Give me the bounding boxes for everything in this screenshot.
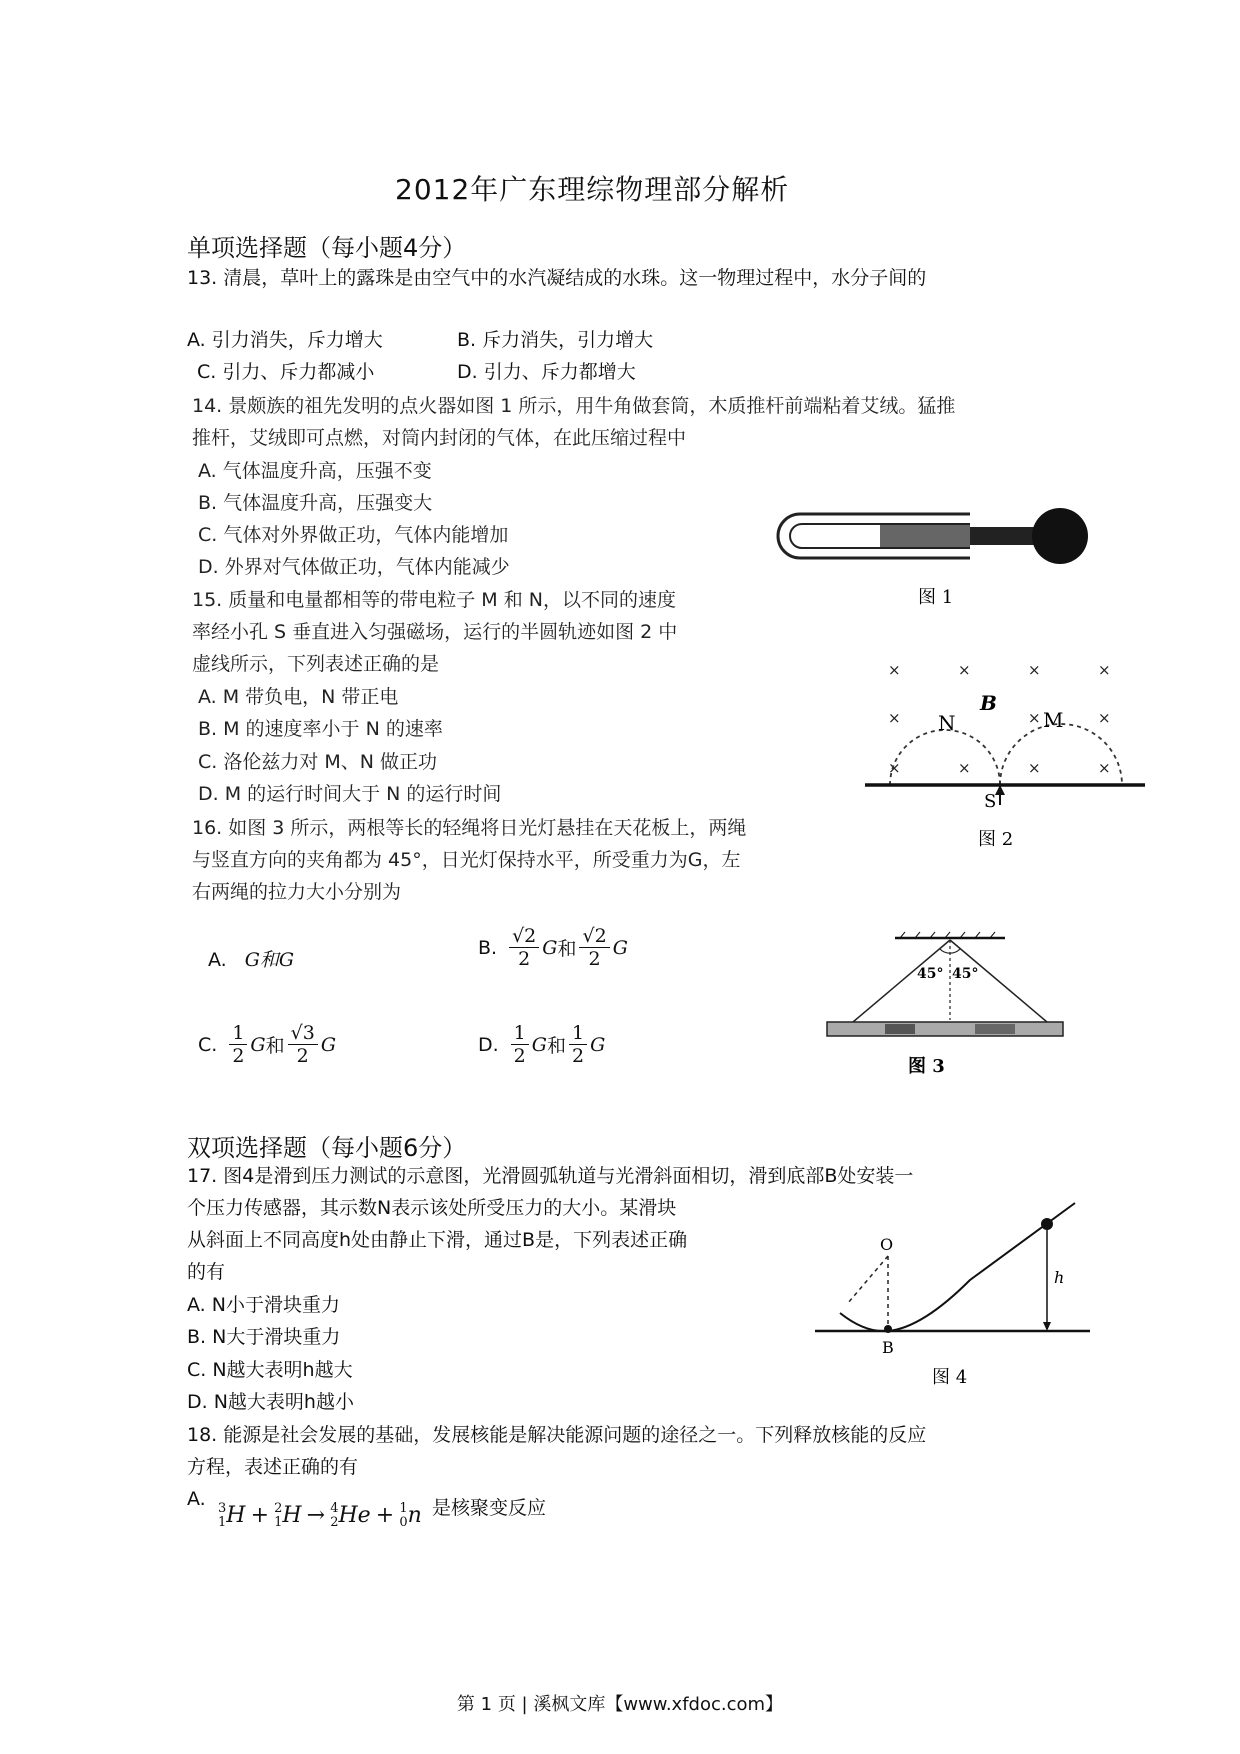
q16-line3: 右两绳的拉力大小分别为 <box>192 881 402 903</box>
atomic-number: 1 <box>274 1515 283 1530</box>
q15-line2: 率经小孔 S 垂直进入匀强磁场，运行的半圆轨迹如图 2 中 <box>192 621 678 643</box>
q16-c-g1: G <box>250 1033 266 1056</box>
label-m: M <box>1043 708 1064 732</box>
q17-line1: 17. 图4是滑到压力测试的示意图，光滑圆弧轨道与光滑斜面相切，滑到底部B处安装一 <box>187 1165 914 1187</box>
cross-mark: × <box>888 709 901 727</box>
q17-option-d: D. N越大表明h越小 <box>187 1391 354 1413</box>
q16-option-d-label: D. <box>478 1033 499 1056</box>
q18-option-a-label: A. <box>187 1488 206 1510</box>
pressure-sensor <box>884 1325 892 1333</box>
q13-option-a: A. 引力消失，斥力增大 <box>187 329 383 351</box>
label-h: h <box>1054 1268 1065 1287</box>
q16-option-a-label: A. <box>208 949 227 971</box>
figure-2-magnetic-field <box>860 655 1150 855</box>
frac-den: 2 <box>296 1045 309 1067</box>
q17-line4: 的有 <box>187 1261 226 1283</box>
mass-number: 2 <box>274 1501 283 1516</box>
figure-4-caption: 图 4 <box>932 1367 968 1388</box>
q18-option-a-suffix: 是核聚变反应 <box>432 1497 547 1519</box>
page-title: 2012年广东理综物理部分解析 <box>395 173 790 206</box>
q14-option-c: C. 气体对外界做正功，气体内能增加 <box>198 524 509 546</box>
q14-line1: 14. 景颇族的祖先发明的点火器如图 1 所示，用牛角做套筒，木质推杆前端粘着艾绒。猛推 <box>192 395 956 417</box>
cross-mark: × <box>1028 759 1041 777</box>
frac-num: √2 <box>509 925 539 948</box>
angle-left: 45° <box>917 966 944 982</box>
q16-d-g2: G <box>590 1033 606 1056</box>
plus: + <box>375 1503 395 1528</box>
figure-3-caption: 图 3 <box>908 1056 945 1077</box>
label-o: O <box>880 1235 894 1254</box>
frac-num: 1 <box>511 1022 529 1045</box>
q14-line2: 推杆，艾绒即可点燃，对筒内封闭的气体，在此压缩过程中 <box>192 427 687 449</box>
mass-number: 4 <box>330 1501 339 1516</box>
cross-mark: × <box>888 759 901 777</box>
atomic-number: 1 <box>218 1515 227 1530</box>
symbol: He <box>338 1503 371 1528</box>
cross-mark: × <box>958 759 971 777</box>
q16-b-he: 和 <box>557 938 577 960</box>
q16-d-g1: G <box>531 1033 547 1056</box>
symbol: H <box>282 1503 302 1528</box>
label-b: B <box>980 691 997 715</box>
q16-option-b-label: B. <box>478 936 498 959</box>
height-arrow-head <box>1043 1322 1051 1331</box>
q16-b-frac-2 <box>579 925 609 970</box>
section-double-choice: 双项选择题（每小题6分） <box>187 1134 467 1162</box>
q17-option-b: B. N大于滑块重力 <box>187 1326 341 1348</box>
mass-number: 1 <box>399 1501 408 1516</box>
q17-option-c: C. N越大表明h越大 <box>187 1359 353 1381</box>
symbol: n <box>407 1503 422 1528</box>
lamp-segment <box>975 1024 1015 1034</box>
q17-line2: 个压力传感器，其示数N表示该处所受压力的大小。某滑块 <box>187 1197 677 1219</box>
q16-option-b <box>478 925 628 970</box>
plus: + <box>250 1503 269 1528</box>
handle-knob <box>1032 508 1088 564</box>
atomic-number: 0 <box>399 1515 408 1530</box>
q18-equation <box>218 1502 422 1530</box>
q16-line2: 与竖直方向的夹角都为 45°，日光灯保持水平，所受重力为G，左 <box>192 849 741 871</box>
cross-mark: × <box>1028 709 1041 727</box>
q16-option-c-label: C. <box>198 1033 218 1056</box>
section-single-choice: 单项选择题（每小题4分） <box>187 234 467 262</box>
q16-b-g1: G <box>542 936 558 959</box>
slider-block <box>1041 1218 1053 1230</box>
angle-right: 45° <box>952 966 979 982</box>
page-footer: 第 1 页 | 溪枫文库【www.xfdoc.com】 <box>456 1694 784 1715</box>
q16-d-frac-2 <box>569 1022 587 1067</box>
q14-option-a: A. 气体温度升高，压强不变 <box>198 460 432 482</box>
q15-line1: 15. 质量和电量都相等的带电粒子 M 和 N，以不同的速度 <box>192 589 676 611</box>
q15-option-c: C. 洛伦兹力对 M、N 做正功 <box>198 751 438 773</box>
helium <box>330 1503 371 1528</box>
q16-option-a-text: G和G <box>244 949 295 971</box>
q13-option-d: D. 引力、斥力都增大 <box>457 361 636 383</box>
q16-line1: 16. 如图 3 所示，两根等长的轻绳将日光灯悬挂在天花板上，两绳 <box>192 817 747 839</box>
symbol: H <box>226 1503 246 1528</box>
lamp-segment <box>885 1024 915 1034</box>
q17-option-a: A. N小于滑块重力 <box>187 1294 340 1316</box>
q16-option-a <box>208 944 294 976</box>
q16-c-g2: G <box>320 1033 336 1056</box>
trajectory-n <box>890 730 1000 785</box>
q13-stem: 13. 清晨，草叶上的露珠是由空气中的水汽凝结成的水珠。这一物理过程中，水分子间的 <box>187 267 927 289</box>
figure-1-fire-piston <box>770 498 1100 618</box>
frac-num: √2 <box>579 925 609 948</box>
radius-line <box>848 1256 888 1303</box>
q16-option-d <box>478 1022 605 1067</box>
frac-den: 2 <box>588 948 601 970</box>
q16-c-he: 和 <box>265 1035 285 1057</box>
q13-option-b: B. 斥力消失，引力增大 <box>457 329 654 351</box>
q16-d-he: 和 <box>546 1035 566 1057</box>
handle-rod <box>970 527 1040 545</box>
cross-mark: × <box>1098 661 1111 679</box>
cross-mark: × <box>958 661 971 679</box>
q18-line1: 18. 能源是社会发展的基础，发展核能是解决能源问题的途径之一。下列释放核能的反应 <box>187 1424 927 1446</box>
frac-den: 2 <box>518 948 531 970</box>
q16-c-frac-1 <box>229 1022 247 1067</box>
q15-option-d: D. M 的运行时间大于 N 的运行时间 <box>198 783 502 805</box>
q16-d-frac-1 <box>511 1022 529 1067</box>
mass-number: 3 <box>218 1501 227 1516</box>
frac-den: 2 <box>232 1045 245 1067</box>
cross-mark: × <box>1098 709 1111 727</box>
q13-option-c: C. 引力、斥力都减小 <box>197 361 375 383</box>
q16-option-c <box>198 1022 336 1067</box>
q16-b-g2: G <box>612 936 628 959</box>
q15-line3: 虚线所示，下列表述正确的是 <box>192 653 440 675</box>
q17-line3: 从斜面上不同高度h处由静止下滑，通过B是，下列表述正确 <box>187 1229 688 1251</box>
figure-2-caption: 图 2 <box>978 829 1014 850</box>
track-curve <box>840 1203 1075 1331</box>
figure-1-caption: 图 1 <box>918 587 954 608</box>
frac-den: 2 <box>513 1045 526 1067</box>
q18-line2: 方程，表述正确的有 <box>187 1456 359 1478</box>
frac-num: √3 <box>288 1022 318 1045</box>
frac-num: 1 <box>229 1022 247 1045</box>
q14-option-d: D. 外界对气体做正功，气体内能减少 <box>198 556 510 578</box>
frac-den: 2 <box>571 1045 585 1067</box>
tritium <box>218 1503 245 1528</box>
figure-4-track <box>810 1198 1100 1393</box>
deuterium <box>274 1503 301 1528</box>
q15-option-a: A. M 带负电，N 带正电 <box>198 686 399 708</box>
label-b: B <box>882 1338 894 1357</box>
piston-rod <box>880 525 970 547</box>
q16-b-frac-1 <box>509 925 539 970</box>
arrow: → <box>306 1503 326 1528</box>
neutron <box>399 1503 421 1528</box>
cross-mark: × <box>888 661 901 679</box>
label-s: S <box>984 791 997 812</box>
atomic-number: 2 <box>330 1515 339 1530</box>
q14-option-b: B. 气体温度升高，压强变大 <box>198 492 433 514</box>
figure-3-lamp <box>825 920 1075 1085</box>
cross-marks <box>888 661 1111 777</box>
cross-mark: × <box>1028 661 1041 679</box>
q15-option-b: B. M 的速度率小于 N 的速率 <box>198 718 443 740</box>
frac-num: 1 <box>569 1022 587 1045</box>
q16-c-frac-2 <box>288 1022 318 1067</box>
fluorescent-lamp <box>827 1022 1063 1036</box>
cross-mark: × <box>1098 759 1111 777</box>
label-n: N <box>938 711 956 735</box>
